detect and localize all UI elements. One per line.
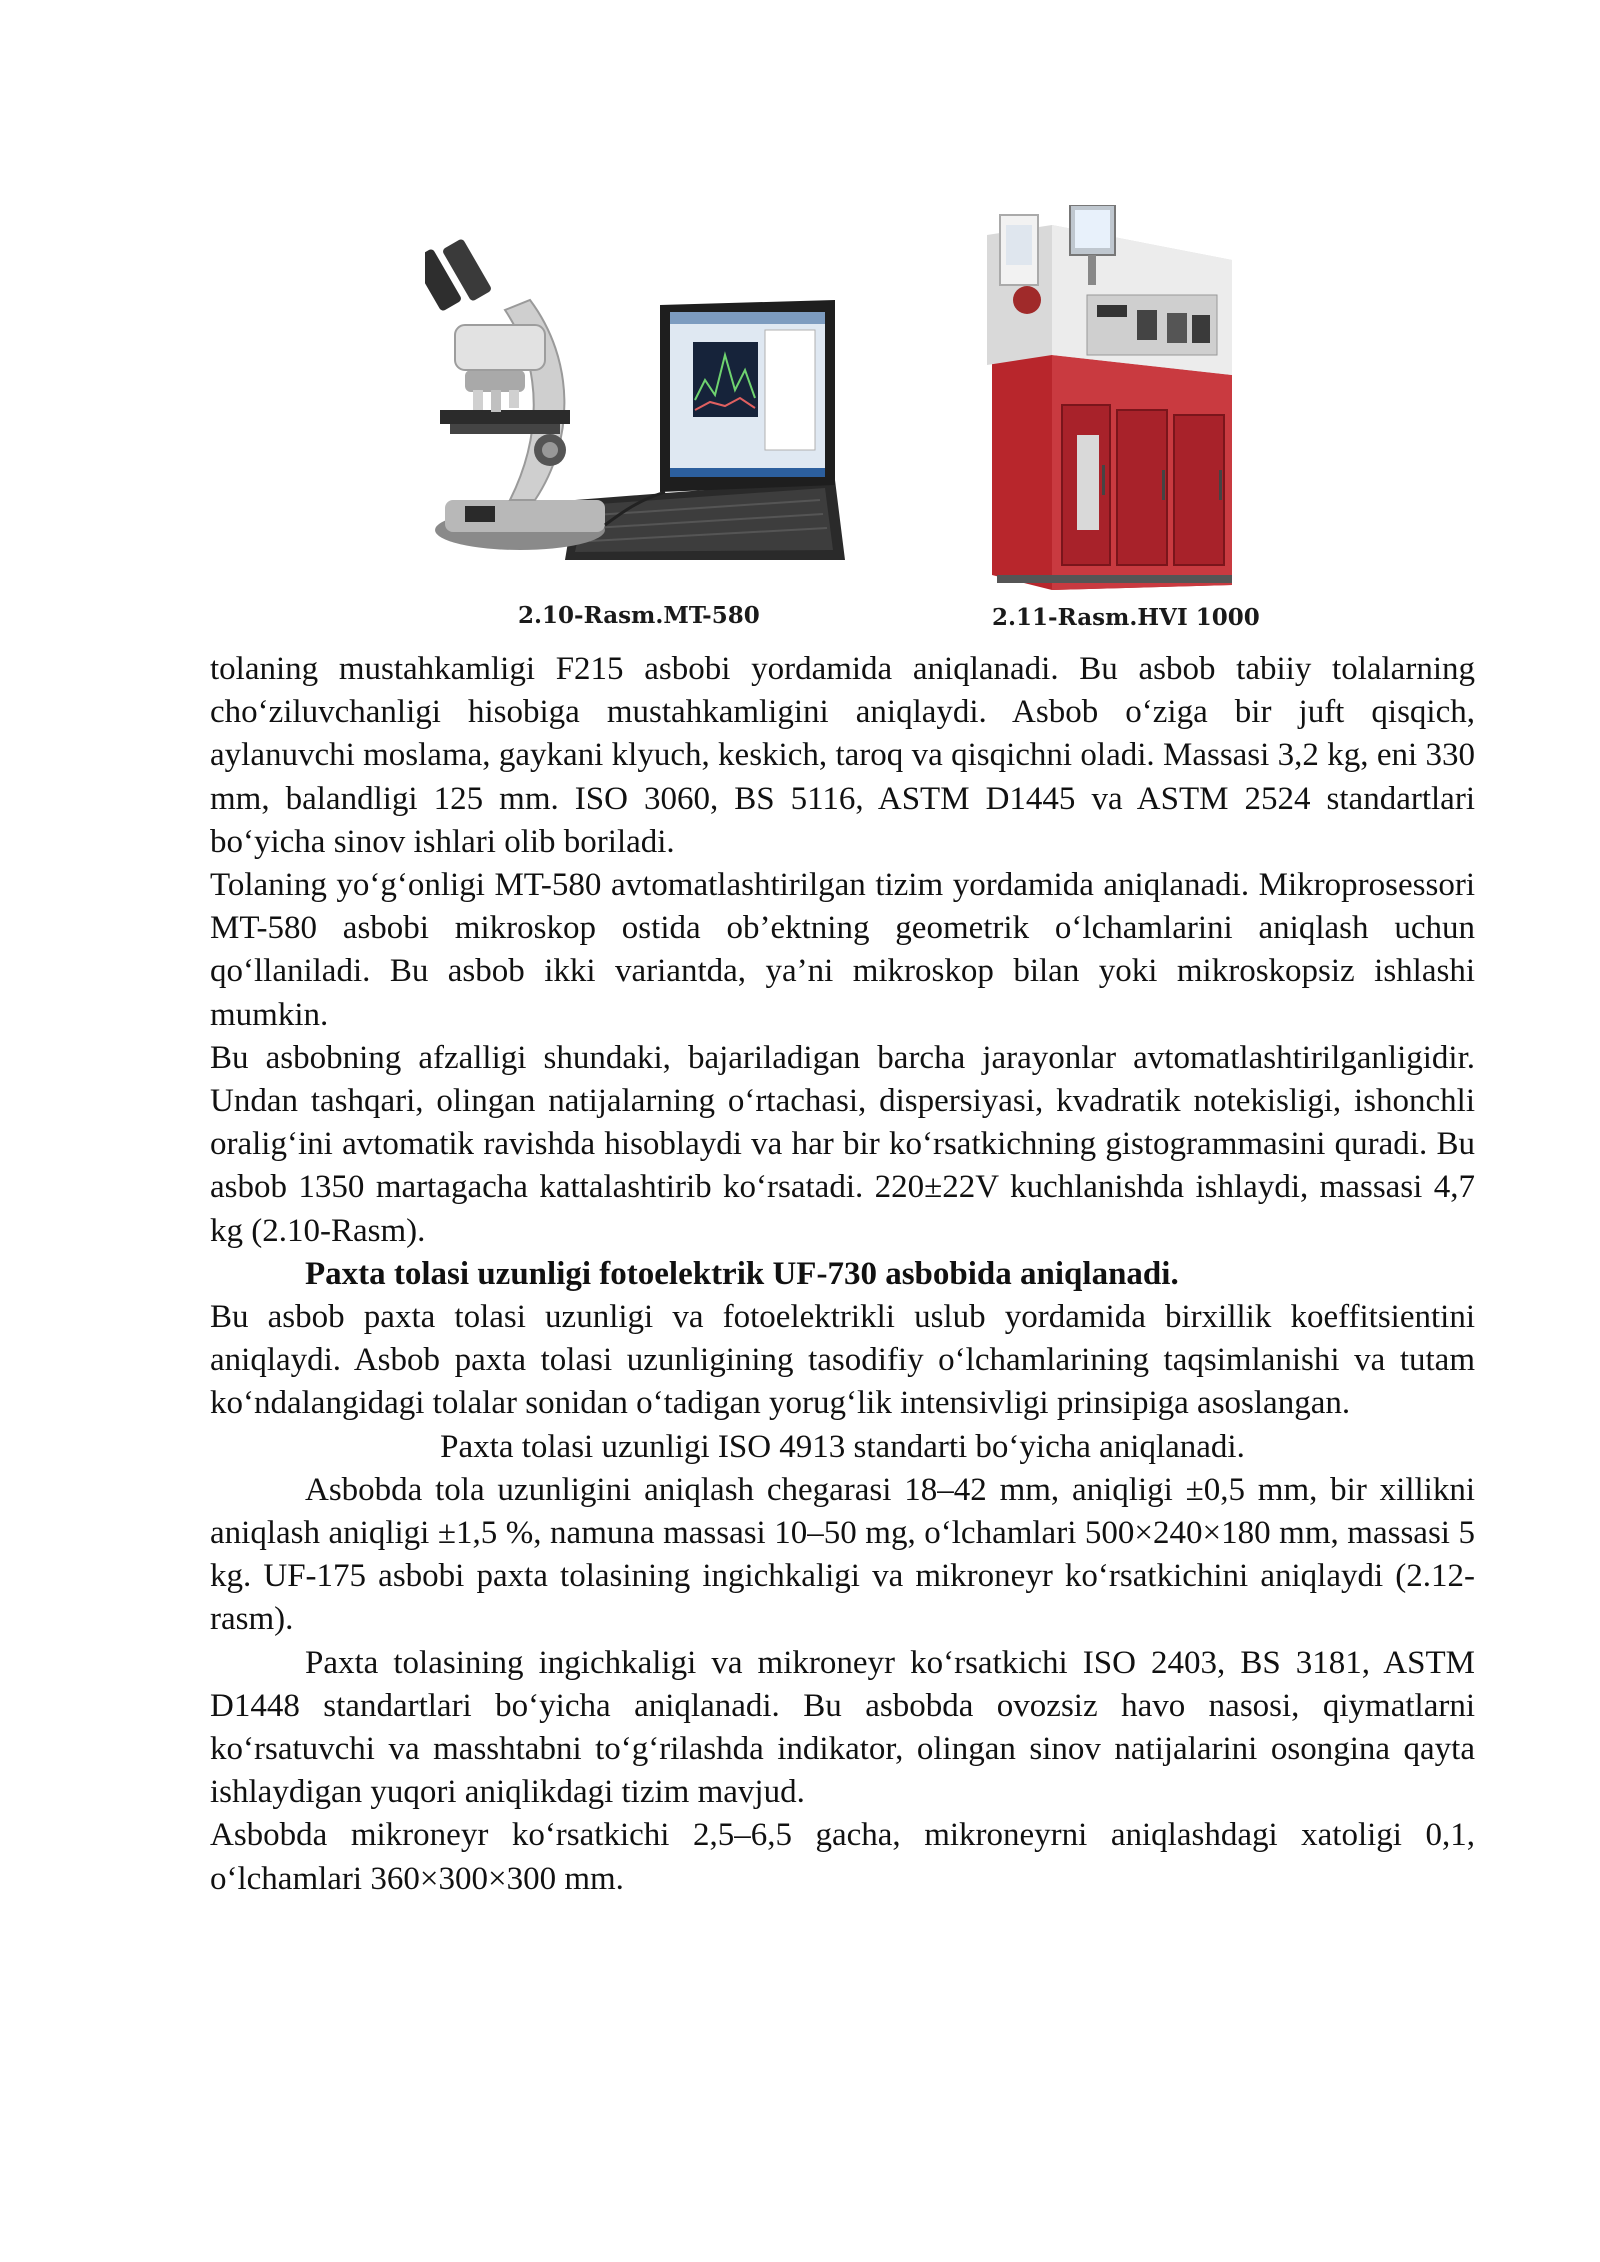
microscope-with-laptop-image (425, 230, 855, 570)
paragraph-uf-730-specs: Asbobda tola uzunligini aniqlash chegarasi 18–42 mm, aniqligi ±0,5 mm, bir xillikni aniqlash aniqligi ±1,5 %, namuna massasi 10–50 mg, o‘lchamlari 500×240×180 mm, massasi 5 kg. UF-175 asbobi paxta tolasining ingichkaligi va mikroneyr ko‘rsatkichini aniqlaydi (2.12-rasm). (210, 1471, 1475, 1638)
figure-caption-mt-580: 2.10-Rasm.MT-580 (518, 602, 760, 629)
figures-row (0, 0, 1600, 640)
figure-caption-hvi-1000: 2.11-Rasm.HVI 1000 (992, 604, 1260, 631)
figure-hvi-1000 (982, 205, 1242, 590)
paragraph-micronaire-standards: Paxta tolasining ingichkaligi va mikroneyr ko‘rsatkichi ISO 2403, BS 3181, ASTM D1448 standartlari bo‘yicha aniqlanadi. Bu asbobda ovozsiz havo nasosi, qiymatlarni ko‘rsatuvchi va masshtabni to‘g‘rilashda indikator, olingan sinov natijalarini osongina qayta ishlaydigan yuqori aniqlikdagi tizim mavjud. (210, 1644, 1475, 1811)
figure-mt-580 (425, 230, 855, 570)
paragraph-iso-4913: Paxta tolasi uzunligi ISO 4913 standarti bo‘yicha aniqlanadi. (440, 1428, 1245, 1465)
document-body (210, 648, 1475, 1901)
section-heading-uf-730: Paxta tolasi uzunligi fotoelektrik UF-730 asbobida aniqlanadi. (305, 1255, 1179, 1292)
paragraph-micronaire-specs: Asbobda mikroneyr ko‘rsatkichi 2,5–6,5 gacha, mikroneyrni aniqlashdagi xatoligi 0,1, o‘lchamlari 360×300×300 mm. (210, 1817, 1475, 1897)
hvi-1000-testing-machine-image (982, 205, 1242, 590)
paragraph-mt-580-thickness: Tolaning yo‘g‘onligi MT-580 avtomatlashtirilgan tizim yordamida aniqlanadi. Mikroprosessori MT-580 asbobi mikroskop ostida ob’ektning geometrik o‘lchamlarini aniqlash uchun qo‘llaniladi. Bu asbob ikki variantda, ya’ni mikroskop bilan yoki mikroskopsiz ishlashi mumkin. (210, 867, 1475, 1033)
paragraph-uf-730-description: Bu asbob paxta tolasi uzunligi va fotoelektrikli uslub yordamida birxillik koeffitsientini aniqlaydi. Asbob paxta tolasi uzunligining tasodifiy o‘lchamlarining taqsimlanishi va tutam ko‘ndalangidagi tolalar sonidan o‘tadigan yorug‘lik intensivligi prinsipiga asoslangan. (210, 1299, 1475, 1422)
paragraph-f215-strength: tolaning mustahkamligi F215 asbobi yordamida aniqlanadi. Bu asbob tabiiy tolalarning cho‘ziluvchanligi hisobiga mustahkamligini aniqlaydi. Asbob o‘ziga bir juft qisqich, aylanuvchi moslama, gaykani klyuch, keskich, taroq va qisqichni oladi. Massasi 3,2 kg, eni 330 mm, balandligi 125 mm. ISO 3060, BS 5116, ASTM D1445 va ASTM 2524 standartlari bo‘yicha sinov ishlari olib boriladi. (210, 651, 1475, 860)
paragraph-advantages: Bu asbobning afzalligi shundaki, bajariladigan barcha jarayonlar avtomatlashtirilganligidir. Undan tashqari, olingan natijalarning o‘rtachasi, dispersiyasi, kvadratik notekisligi, ishonchli oralig‘ini avtomatik ravishda hisoblaydi va har bir ko‘rsatkichning gistogrammasini quradi. Bu asbob 1350 martagacha kattalashtirib ko‘rsatadi. 220±22V kuchlanishda ishlaydi, massasi 4,7 kg (2.10-Rasm). (210, 1039, 1475, 1249)
